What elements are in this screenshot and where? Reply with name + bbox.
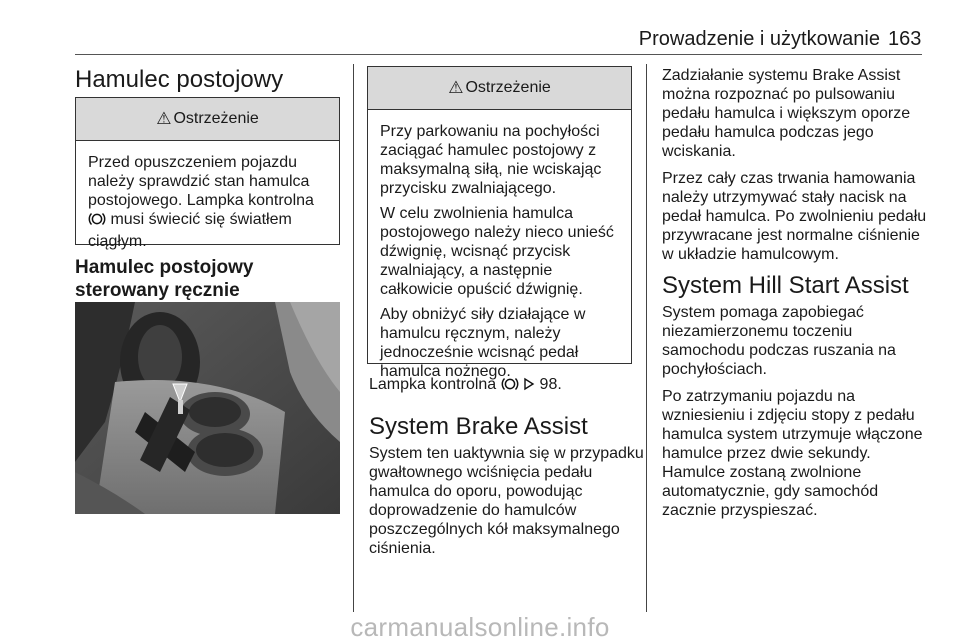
- warning-title: Ostrzeżenie: [173, 110, 259, 127]
- warning-box-1: [75, 97, 340, 250]
- warning-paragraph: Aby obniżyć siły działające w hamulcu ręcznym, należy jednocześnie wcisnąć pedał hamulca nożnego.: [380, 306, 586, 380]
- brake-lamp-icon: [501, 376, 519, 397]
- running-header-title: Prowadzenie i użytkowanie: [638, 28, 880, 50]
- handbrake-lever-illustration: [75, 302, 340, 514]
- warning-box-2: [367, 66, 632, 380]
- header-rule: [75, 54, 922, 55]
- warning-paragraph: W celu zwolnienia hamulca postojowego należy nieco unieść dźwignię, wcisnąć przycisk zwalniający, a następnie całkowicie opuścić dźwignię.: [380, 205, 614, 298]
- lamp-reference-text: Lampka kontrolna: [369, 376, 497, 393]
- warning-box-body: [368, 110, 631, 395]
- page-reference[interactable]: 98.: [539, 376, 562, 393]
- subheading-manual-parking-brake: Hamulec postojowy sterowany ręcznie: [75, 257, 254, 301]
- hill-start-assist-text: [662, 303, 930, 528]
- body-paragraph: Zadziałanie systemu Brake Assist można rozpoznać po pulsowaniu pedału hamulca i większym oporze pedału hamulca podczas jego wciskania.: [662, 67, 911, 160]
- warning-box-header: [368, 67, 631, 110]
- warning-box-header: [76, 98, 339, 141]
- section-heading-brake-assist: System Brake Assist: [369, 413, 588, 440]
- page-reference-arrow-icon: [523, 377, 535, 396]
- body-paragraph: Po zatrzymaniu pojazdu na wzniesieniu i zdjęciu stopy z pedału hamulca system utrzymuje włączone hamulce przez dwie sekundy. Hamulce zostaną zwolnione automatycznie, gdy samochód zacznie przyspieszać.: [662, 388, 923, 519]
- warning-text-part1: Przed opuszczeniem pojazdu należy sprawdzić stan hamulca postojowego. Lampka kontrolna: [88, 154, 314, 209]
- warning-box-body: [76, 141, 339, 259]
- warning-title: Ostrzeżenie: [465, 79, 551, 96]
- section-heading-hill-start-assist: System Hill Start Assist: [662, 272, 909, 299]
- warning-triangle-icon: ⚠: [448, 78, 464, 97]
- lamp-reference: [369, 375, 562, 397]
- column-divider-1: [353, 64, 354, 612]
- page-number: 163: [888, 28, 922, 50]
- body-paragraph: Przez cały czas trwania hamowania należy utrzymywać stały nacisk na pedał hamulca. Po zwolnieniu pedału przywracane jest normalne ciśnienie w układzie hamulcowym.: [662, 170, 927, 263]
- warning-paragraph: Przy parkowaniu na pochyłości zaciągać hamulec postojowy z maksymalną siłą, nie wciskając przycisku zwalniającego.: [380, 123, 602, 197]
- column-divider-2: [646, 64, 647, 612]
- section-heading-parking-brake: Hamulec postojowy: [75, 66, 284, 93]
- brake-lamp-icon: [88, 211, 106, 232]
- watermark: carmanualsonline.info: [350, 612, 610, 642]
- warning-text-part2: musi świecić się światłem ciągłym.: [88, 211, 292, 250]
- brake-assist-text: System ten uaktywnia się w przypadku gwałtownego wciśnięcia pedału hamulca do oporu, powodując doprowadzenie do hamulców poszczególnych kół maksymalnego ciśnienia.: [369, 445, 644, 557]
- warning-triangle-icon: ⚠: [156, 109, 172, 128]
- body-paragraph: System pomaga zapobiegać niezamierzonemu toczeniu samochodu podczas ruszania na pochyłościach.: [662, 304, 896, 378]
- brake-assist-continued: [662, 66, 930, 272]
